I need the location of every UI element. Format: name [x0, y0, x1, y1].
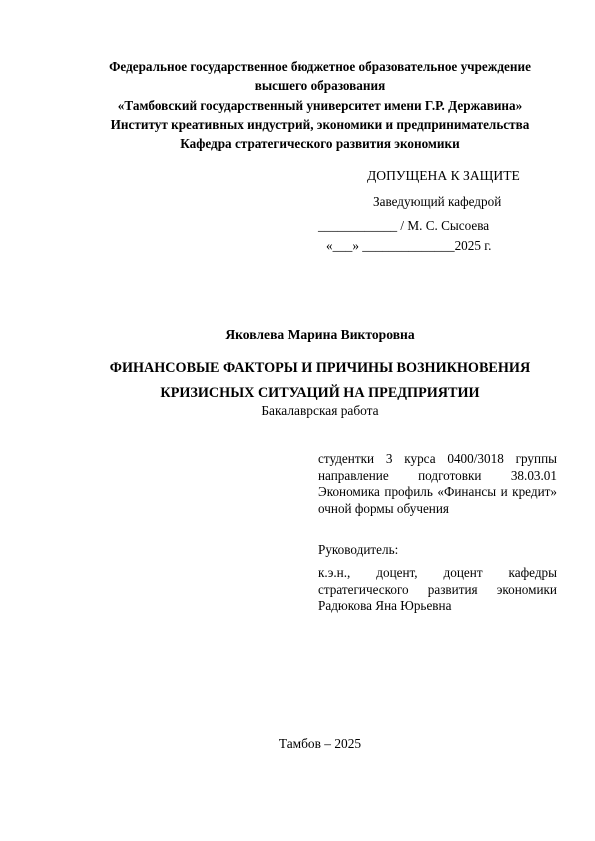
work-type: Бакалаврская работа [261, 403, 379, 418]
city-year: Тамбов – 2025 [278, 736, 362, 751]
student-info: студентки 3 курса 0400/3018 группы направление подготовки 38.03.01 Экономика профиль «Финансы и кредит» очной формы обучения [318, 451, 557, 516]
header-line-3: «Тамбовский государственный университет имени Г.Р. Державина» [117, 97, 523, 113]
thesis-title [0, 356, 595, 406]
approval-date-line: «___» ______________2025 г. [326, 238, 492, 253]
thesis-title-line-1: ФИНАНСОВЫЕ ФАКТОРЫ И ПРИЧИНЫ ВОЗНИКНОВЕНИЯ [109, 360, 531, 376]
author-name: Яковлева Марина Викторовна [225, 327, 415, 342]
header-line-2: высшего образования [254, 78, 386, 94]
supervisor-info: к.э.н., доцент, доцент кафедры стратегического развития экономики Радюкова Яна Юрьевна [318, 565, 557, 613]
header-line-4: Институт креативных индустрий, экономики и предпринимательства [110, 116, 530, 132]
supervisor-label: Руководитель: [318, 542, 399, 557]
approval-signature-line: ____________ / М. С. Сысоева [318, 218, 490, 233]
header-line-1: Федеральное государственное бюджетное образовательное учреждение [109, 59, 531, 74]
institution-header [60, 57, 580, 153]
approval-head-of-department: Заведующий кафедрой [373, 194, 502, 209]
thesis-title-line-2: КРИЗИСНЫХ СИТУАЦИЙ НА ПРЕДПРИЯТИИ [160, 385, 480, 401]
approval-title: ДОПУЩЕНА К ЗАЩИТЕ [367, 168, 520, 183]
header-line-5: Кафедра стратегического развития экономики [180, 136, 460, 152]
